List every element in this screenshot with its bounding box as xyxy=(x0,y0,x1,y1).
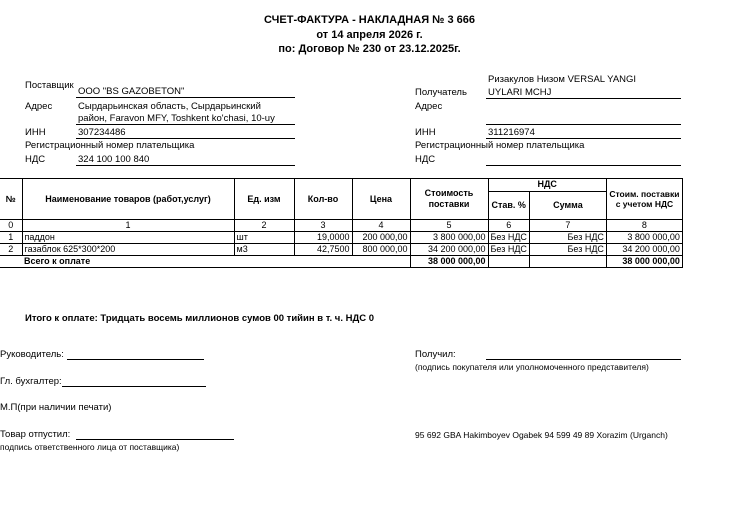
row-total: 3 800 000,00 xyxy=(606,232,682,244)
supplier-label: Поставщик xyxy=(25,80,74,91)
supplier-vat-label: НДС xyxy=(25,154,46,165)
col-number: 1 xyxy=(22,220,234,232)
row-unit: шт xyxy=(234,232,294,244)
row-qty: 19,0000 xyxy=(294,232,352,244)
receiver-name-line1: Ризакулов Низом VERSAL YANGI xyxy=(488,74,637,85)
supplier-address-underline xyxy=(76,124,295,125)
total-row xyxy=(0,256,682,268)
row-price: 200 000,00 xyxy=(352,232,410,244)
row-name: газаблок 625*300*200 xyxy=(22,244,234,256)
invoice-title: СЧЕТ-ФАКТУРА - НАКЛАДНАЯ № 3 666 xyxy=(263,14,476,26)
row-total: 34 200 000,00 xyxy=(606,244,682,256)
table-header-row xyxy=(0,179,682,192)
table-row xyxy=(0,232,682,244)
supplier-inn: 307234486 xyxy=(78,127,126,138)
head-signature-line xyxy=(67,359,204,360)
total-cost: 38 000 000,00 xyxy=(410,256,488,268)
col-number: 5 xyxy=(410,220,488,232)
col-number: 7 xyxy=(529,220,606,232)
column-number-row xyxy=(0,220,682,232)
table-row xyxy=(0,244,682,256)
receiver-vat-label: НДС xyxy=(415,154,436,165)
supplier-reg-label: Регистрационный номер плательщика xyxy=(25,140,195,151)
row-vat-rate: Без НДС xyxy=(488,244,529,256)
receiver-vat-underline xyxy=(486,165,681,166)
invoice-contract: по: Договор № 230 от 23.12.2025г. xyxy=(278,43,461,55)
row-cost: 34 200 000,00 xyxy=(410,244,488,256)
header-cost: Стоимость поставки xyxy=(410,179,488,220)
receiver-inn: 311216974 xyxy=(488,127,535,138)
col-number: 2 xyxy=(234,220,294,232)
header-total: Стоим. поставки с учетом НДС xyxy=(606,179,682,220)
receiver-name-line2: UYLARI MCHJ xyxy=(488,87,552,98)
col-number: 3 xyxy=(294,220,352,232)
header-name: Наименование товаров (работ,услуг) xyxy=(22,179,234,220)
receiver-name-underline xyxy=(486,98,681,99)
invoice-date: от 14 апреля 2026 г. xyxy=(316,29,423,41)
row-name: паддон xyxy=(22,232,234,244)
supplier-address-line2: район, Faravon MFY, Toshkent ko'chasi, 10-uy xyxy=(78,113,275,124)
row-unit: м3 xyxy=(234,244,294,256)
receiver-inn-label: ИНН xyxy=(415,127,436,138)
receiver-inn-underline xyxy=(486,138,681,139)
row-num: 1 xyxy=(0,232,22,244)
supplier-address-label: Адрес xyxy=(25,101,53,112)
header-vat-group: НДС xyxy=(488,179,606,192)
row-vat-sum: Без НДС xyxy=(529,232,606,244)
accountant-signature-line xyxy=(62,386,206,387)
items-table xyxy=(0,178,683,268)
received-label: Получил: xyxy=(415,349,456,360)
receiver-reg-label: Регистрационный номер плательщика xyxy=(415,140,585,151)
header-num: № xyxy=(0,179,22,220)
supplier-vat: 324 100 100 840 xyxy=(78,154,150,165)
supplier-name-underline xyxy=(76,97,295,98)
total-sum: 38 000 000,00 xyxy=(606,256,682,268)
supplier-address-line1: Сырдарьинская область, Сырдарьинский xyxy=(78,101,261,112)
head-signature-label: Руководитель: xyxy=(0,349,64,360)
col-number: 0 xyxy=(0,220,22,232)
supplier-name: ООО "BS GAZOBETON" xyxy=(78,86,185,97)
row-price: 800 000,00 xyxy=(352,244,410,256)
row-vat-rate: Без НДС xyxy=(488,232,529,244)
released-note: подпись ответственного лица от поставщика) xyxy=(0,442,180,452)
released-label: Товар отпустил: xyxy=(0,429,71,440)
supplier-inn-underline xyxy=(76,138,295,139)
amount-in-words: Итого к оплате: Тридцать восемь миллионов сумов 00 тийин в т. ч. НДС 0 xyxy=(25,313,375,324)
row-cost: 3 800 000,00 xyxy=(410,232,488,244)
row-num: 2 xyxy=(0,244,22,256)
receiver-label: Получатель xyxy=(415,87,467,98)
row-vat-sum: Без НДС xyxy=(529,244,606,256)
supplier-vat-underline xyxy=(76,165,295,166)
stamp-label: М.П(при наличии печати) xyxy=(0,402,112,413)
header-unit: Ед. изм xyxy=(234,179,294,220)
row-qty: 42,7500 xyxy=(294,244,352,256)
released-signature-line xyxy=(76,439,234,440)
received-person: 95 692 GBA Hakimboyev Ogabek 94 599 49 89 Xorazim (Urganch) xyxy=(415,430,668,440)
total-label: Всего к оплате xyxy=(22,256,410,268)
header-qty: Кол-во xyxy=(294,179,352,220)
header-price: Цена xyxy=(352,179,410,220)
col-number: 4 xyxy=(352,220,410,232)
col-number: 8 xyxy=(606,220,682,232)
received-note: (подпись покупателя или уполномоченного представителя) xyxy=(415,362,649,372)
receiver-address-underline xyxy=(486,124,681,125)
supplier-inn-label: ИНН xyxy=(25,127,46,138)
header-vat-rate: Став. % xyxy=(488,191,529,219)
received-signature-line xyxy=(486,359,681,360)
header-vat-sum: Сумма xyxy=(529,191,606,219)
receiver-address-label: Адрес xyxy=(415,101,443,112)
col-number: 6 xyxy=(488,220,529,232)
accountant-signature-label: Гл. бухгалтер: xyxy=(0,376,62,387)
